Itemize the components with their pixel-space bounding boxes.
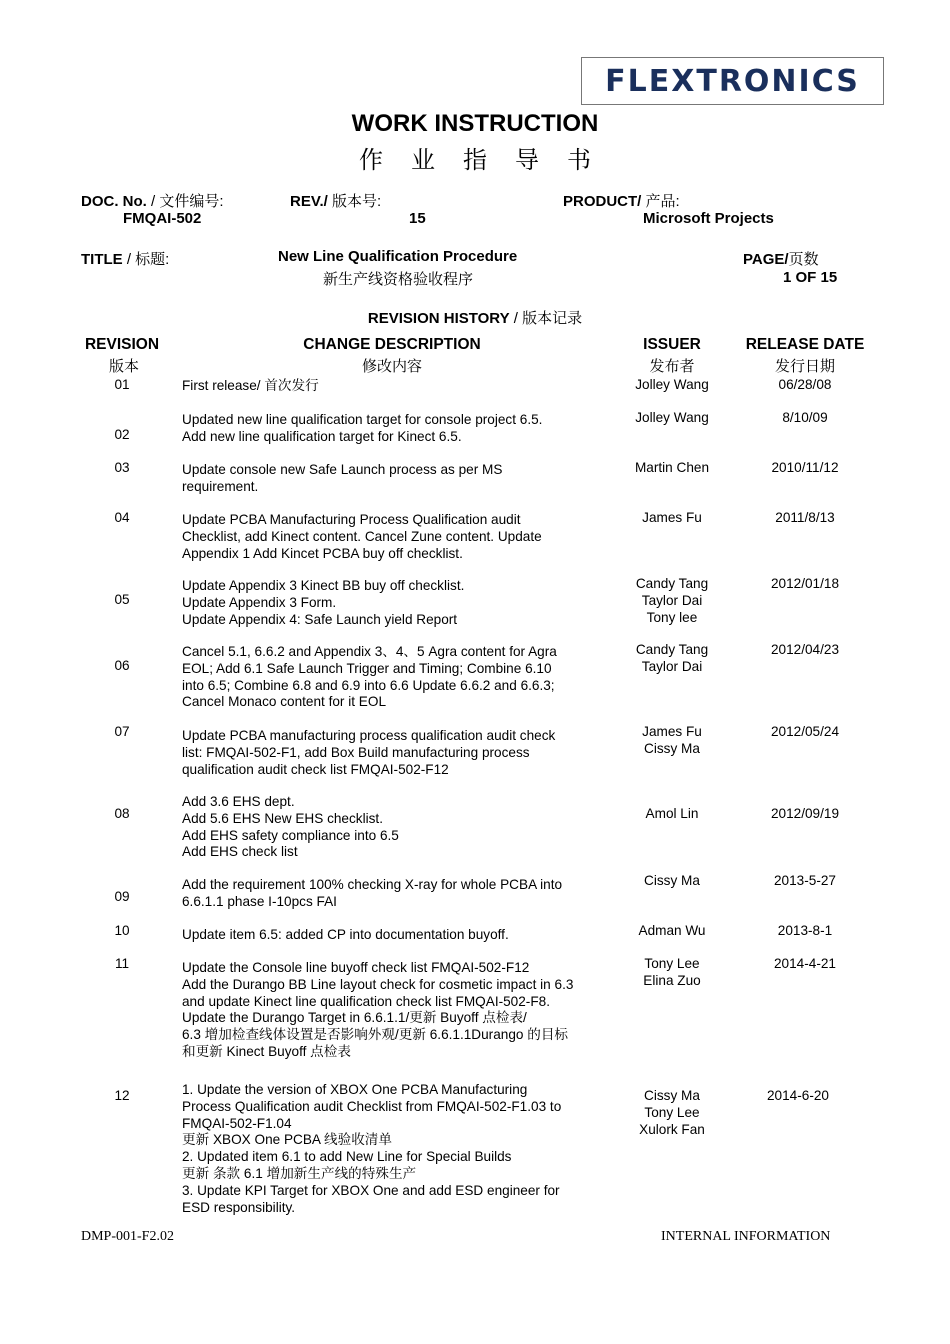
doc-number-value: FMQAI-502 (123, 210, 202, 227)
release-date: 2012/04/23 (770, 642, 840, 657)
revision-number: 07 (114, 724, 130, 739)
document-title: WORK INSTRUCTION (351, 110, 599, 137)
revision-number: 12 (114, 1088, 130, 1103)
issuer: Martin Chen (634, 460, 710, 475)
page-value: 1 OF 15 (783, 269, 838, 286)
title-label: TITLE / 标题: (81, 251, 170, 268)
release-date: 2011/8/13 (775, 510, 835, 525)
doc-number-label: DOC. No. / 文件编号: (81, 193, 224, 210)
revision-number: 05 (114, 592, 130, 607)
change-description: Updated new line qualification target for console project 6.5. Add new line qualification target for Kinect 6.5. (182, 412, 543, 444)
issuer: Jolley Wang (635, 377, 709, 392)
revision-label: REV./ 版本号: (290, 193, 382, 210)
column-header-date: RELEASE DATE (745, 336, 865, 353)
change-description: First release/ 首次发行 (182, 378, 319, 393)
column-header-change: CHANGE DESCRIPTION (303, 336, 481, 353)
issuer: Jolley Wang (635, 410, 709, 425)
column-header-revision-zh: 版本 (108, 358, 139, 375)
title-value-zh: 新生产线资格验收程序 (323, 271, 474, 288)
column-header-issuer: ISSUER (643, 336, 701, 353)
revision-value: 15 (409, 210, 426, 227)
issuer: Cissy Ma Tony Lee Xulork Fan (639, 1088, 705, 1137)
issuer: Tony Lee Elina Zuo (643, 956, 701, 988)
logo-text: FLEXTRONICS (605, 63, 860, 99)
change-description: Update the Console line buyoff check list FMQAI-502-F12 Add the Durango BB Line layout check for cosmetic impact in 6.3 and update Kinect line qualification check list FMQAI-502-F8. Update the Durango Target in 6.6.1.1/更新 Buyoff 点检表/ 6.3 增加检查线体设置是否影响外观/更新 6.6.1.1Durango 的目标 和更新 Kinect Buyoff 点检表 (182, 960, 574, 1059)
issuer: Cissy Ma (644, 873, 700, 888)
revision-number: 09 (114, 889, 130, 904)
revision-number: 03 (114, 460, 130, 475)
column-header-change-zh: 修改内容 (361, 358, 422, 375)
change-description: 1. Update the version of XBOX One PCBA Manufacturing Process Qualification audit Checklist from FMQAI-502-F1.03 to FMQAI-502-F1.04 更新 XBOX One PCBA 线验收清单 2. Updated item 6.1 to add New Line for Special Builds 更新 条款 6.1 增加新生产线的特殊生产 3. Update KPI Target for XBOX One and add ESD engineer for ESD responsibility. (182, 1082, 562, 1215)
release-date: 2013-5-27 (774, 873, 836, 888)
release-date: 2010/11/12 (771, 460, 839, 475)
footer-doc-code: DMP-001-F2.02 (81, 1229, 174, 1244)
revision-number: 06 (114, 658, 130, 673)
release-date: 06/28/08 (778, 377, 832, 392)
product-value: Microsoft Projects (643, 210, 774, 227)
issuer: James Fu Cissy Ma (642, 724, 702, 756)
release-date: 2013-8-1 (777, 923, 833, 938)
issuer: Candy Tang Taylor Dai Tony lee (635, 576, 709, 625)
footer-classification: INTERNAL INFORMATION (661, 1229, 831, 1244)
change-description: Update console new Safe Launch process as per MS requirement. (182, 462, 503, 494)
revision-history-heading: REVISION HISTORY / 版本记录 (367, 310, 583, 327)
change-description: Update PCBA Manufacturing Process Qualification audit Checklist, add Kinect content. Cancel Zune content. Update Appendix 1 Add Kincet PCBA buy off checklist. (182, 512, 542, 561)
issuer: Candy Tang Taylor Dai (635, 642, 709, 674)
revision-number: 01 (114, 377, 130, 392)
release-date: 2012/01/18 (770, 576, 840, 591)
change-description: Update Appendix 3 Kinect BB buy off checklist. Update Appendix 3 Form. Update Appendix 4: Safe Launch yield Report (182, 578, 465, 627)
column-header-revision: REVISION (84, 336, 160, 353)
change-description: Cancel 5.1, 6.6.2 and Appendix 3、4、5 Agra content for Agra EOL; Add 6.1 Safe Launch Trigger and Timing; Combine 6.10 into 6.5; Combine 6.8 and 6.9 into 6.6 Update 6.6.2 and 6.6.3; Cancel Monaco content for it EOL (182, 644, 557, 710)
column-header-date-zh: 发行日期 (774, 358, 835, 375)
issuer: Amol Lin (645, 806, 699, 821)
column-header-issuer-zh: 发布者 (649, 358, 695, 375)
document-title-zh: 作业指导书 (359, 147, 619, 174)
release-date: 2014-6-20 (767, 1088, 829, 1103)
product-label: PRODUCT/ 产品: (563, 193, 680, 210)
revision-number: 04 (114, 510, 130, 525)
revision-number: 11 (114, 956, 130, 971)
issuer: Adman Wu (638, 923, 706, 938)
revision-number: 10 (114, 923, 130, 938)
change-description: Add the requirement 100% checking X-ray for whole PCBA into 6.6.1.1 phase I-10pcs FAI (182, 877, 563, 909)
page-label: PAGE/页数 (743, 251, 819, 268)
company-logo (581, 57, 884, 105)
change-description: Update PCBA manufacturing process qualification audit check list: FMQAI-502-F1, add Box Build manufacturing process qualification audit check list FMQAI-502-F12 (182, 728, 556, 777)
change-description: Update item 6.5: added CP into documentation buyoff. (182, 927, 509, 942)
release-date: 2014-4-21 (774, 956, 836, 971)
revision-number: 02 (114, 427, 130, 442)
release-date: 2012/05/24 (770, 724, 840, 739)
revision-number: 08 (114, 806, 130, 821)
title-value: New Line Qualification Procedure (278, 248, 518, 265)
issuer: James Fu (642, 510, 702, 525)
release-date: 8/10/09 (782, 410, 828, 425)
change-description: Add 3.6 EHS dept. Add 5.6 EHS New EHS checklist. Add EHS safety compliance into 6.5 Add EHS check list (182, 794, 399, 860)
release-date: 2012/09/19 (770, 806, 840, 821)
